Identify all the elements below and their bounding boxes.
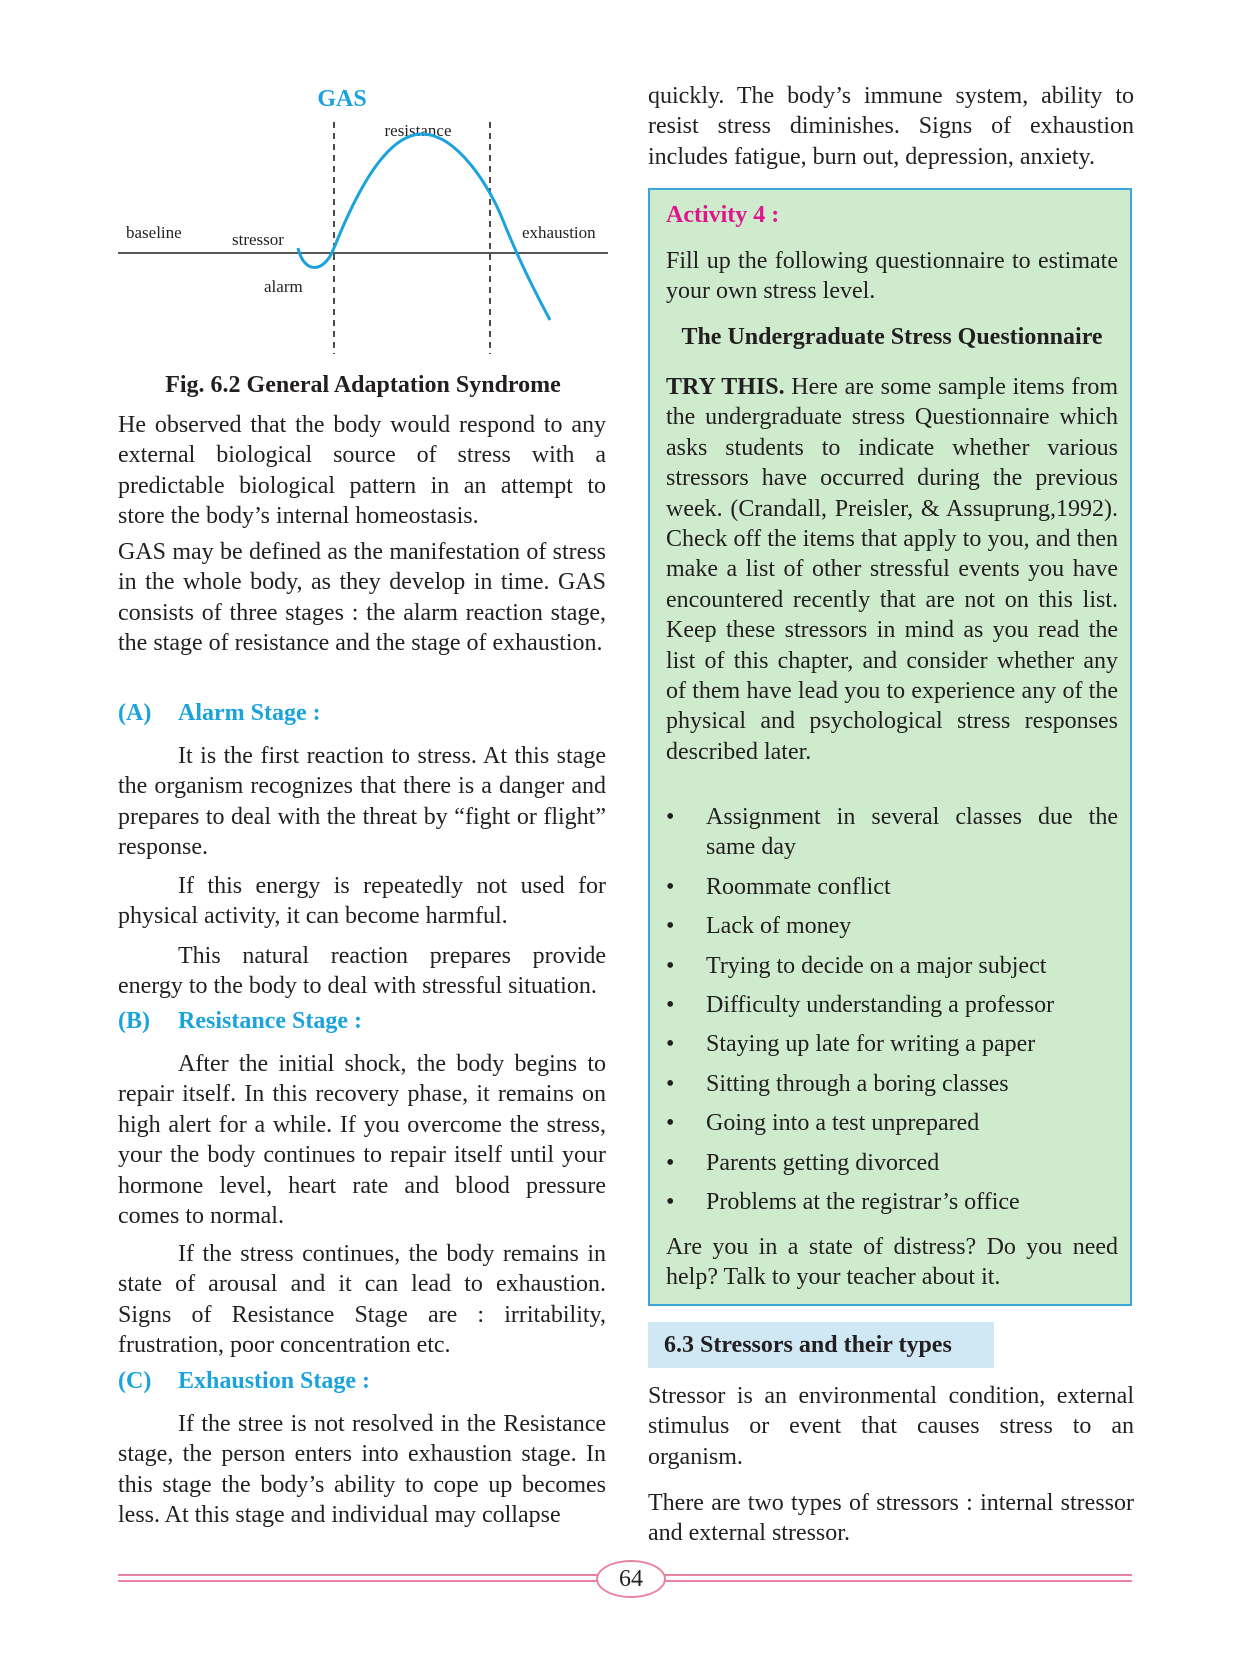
try-this-text: Here are some sample items from the undergraduate stress Questionnaire which asks students to indicate whether various stressors have occurred during the previous week. (Crandall, Preisler, & Assuprung,1992). Check off the items that apply to you, and then make a list of other stressful events you have encountered recently that are not on this list. Keep these stressors in mind as you read the list of this chapter, and consider whether any of them have lead you to experience any of the physical and psychological stress responses described later. — [666, 374, 1118, 765]
activity-intro: Fill up the following questionnaire to estimate your own stress level. — [666, 248, 1118, 305]
bullet-icon: • — [666, 1149, 675, 1176]
try-this-label: TRY THIS. — [666, 374, 785, 400]
section-c-heading — [118, 1368, 370, 1395]
section-b-title: Resistance Stage : — [178, 1008, 362, 1034]
figure-caption: Fig. 6.2 General Adaptation Syndrome — [165, 372, 561, 398]
right-paragraph-2: Stressor is an environmental condition, external stimulus or event that causes stress to an organism. — [648, 1383, 1134, 1470]
gas-curve — [298, 134, 550, 320]
activity-closing: Are you in a state of distress? Do you need help? Talk to your teacher about it. — [666, 1234, 1118, 1291]
bullet-icon: • — [666, 1110, 675, 1137]
bullet-icon: • — [666, 804, 675, 830]
section-b-heading — [118, 1008, 362, 1035]
section-6-3-heading: 6.3 Stressors and their types — [648, 1322, 994, 1368]
section-c-title: Exhaustion Stage : — [178, 1368, 371, 1394]
list-item: • Going into a test unprepared — [666, 1108, 1118, 1138]
list-item: • Lack of money — [666, 911, 1118, 941]
left-paragraph-1: He observed that the body would respond to any external biological source of stress with a predictable biological pattern in an attempt to store the body’s internal homeostasis. — [118, 412, 606, 530]
label-alarm: alarm — [264, 277, 303, 296]
section-c-label: (C) — [118, 1368, 152, 1394]
bullet-icon: • — [666, 992, 675, 1019]
list-item: • Problems at the registrar’s office — [666, 1187, 1118, 1217]
list-item: • Roommate conflict — [666, 872, 1118, 902]
try-this-paragraph — [666, 372, 1118, 767]
list-item: • Parents getting divorced — [666, 1148, 1118, 1178]
label-resistance: resistance — [384, 121, 452, 140]
bullet-icon: • — [666, 1070, 675, 1097]
label-baseline: baseline — [126, 223, 182, 242]
section-b-label: (B) — [118, 1008, 150, 1034]
list-item: • Trying to decide on a major subject — [666, 951, 1118, 981]
label-stressor: stressor — [232, 230, 284, 249]
alarm-paragraph-2: If this energy is repeatedly not used for physical activity, it can become harmful. — [118, 873, 606, 930]
list-item: • Difficulty understanding a professor — [666, 990, 1118, 1020]
bullet-icon: • — [666, 913, 675, 940]
resistance-paragraph-2: If the stress continues, the body remains in state of arousal and it can lead to exhaustion. Signs of Resistance Stage are : irritability, frustration, poor concentration etc. — [118, 1241, 606, 1359]
bullet-icon: • — [666, 1189, 675, 1216]
section-a-heading — [118, 700, 321, 727]
activity-box — [648, 188, 1132, 1306]
section-a-title: Alarm Stage : — [178, 700, 321, 726]
page-number: 64 — [596, 1560, 666, 1598]
resistance-paragraph-1: After the initial shock, the body begins to repair itself. In this recovery phase, it remains on high alert for a while. If you overcome the stress, your the body continues to repair itself until your hormone level, heart rate and blood pressure comes to normal. — [118, 1051, 606, 1230]
exhaustion-paragraph-1: If the stree is not resolved in the Resistance stage, the person enters into exhaustion stage. In this stage the body’s ability to cope up becomes less. At this stage and individual may collapse — [118, 1411, 606, 1529]
gas-title: GAS — [317, 86, 367, 112]
right-paragraph-3: There are two types of stressors : internal stressor and external stressor. — [648, 1490, 1134, 1547]
alarm-paragraph-1: It is the first reaction to stress. At this stage the organism recognizes that there is a danger and prepares to deal with the threat by “fight or flight” response. — [118, 743, 606, 861]
bullet-icon: • — [666, 1031, 675, 1058]
label-exhaustion: exhaustion — [522, 223, 596, 242]
right-paragraph-1: quickly. The body’s immune system, ability to resist stress diminishes. Signs of exhaustion includes fatigue, burn out, depression, anxiety. — [648, 83, 1134, 170]
bullet-icon: • — [666, 873, 675, 900]
left-paragraph-2: GAS may be defined as the manifestation of stress in the whole body, as they develop in time. GAS consists of three stages : the alarm reaction stage, the stage of resistance and the stage of exhaustion. — [118, 539, 606, 657]
section-a-label: (A) — [118, 700, 152, 726]
bullet-icon: • — [666, 952, 675, 979]
list-item: • Staying up late for writing a paper — [666, 1029, 1118, 1059]
activity-title: Activity 4 : — [666, 202, 780, 228]
list-item: • Sitting through a boring classes — [666, 1069, 1118, 1099]
questionnaire-title: The Undergraduate Stress Questionnaire — [681, 324, 1103, 350]
stressor-list — [666, 802, 1118, 1226]
list-item: • Assignment in several classes due the same day — [666, 804, 1118, 861]
gas-diagram — [118, 78, 608, 360]
alarm-paragraph-3: This natural reaction prepares provide energy to the body to deal with stressful situation. — [118, 943, 606, 1000]
gas-figure — [118, 78, 608, 360]
